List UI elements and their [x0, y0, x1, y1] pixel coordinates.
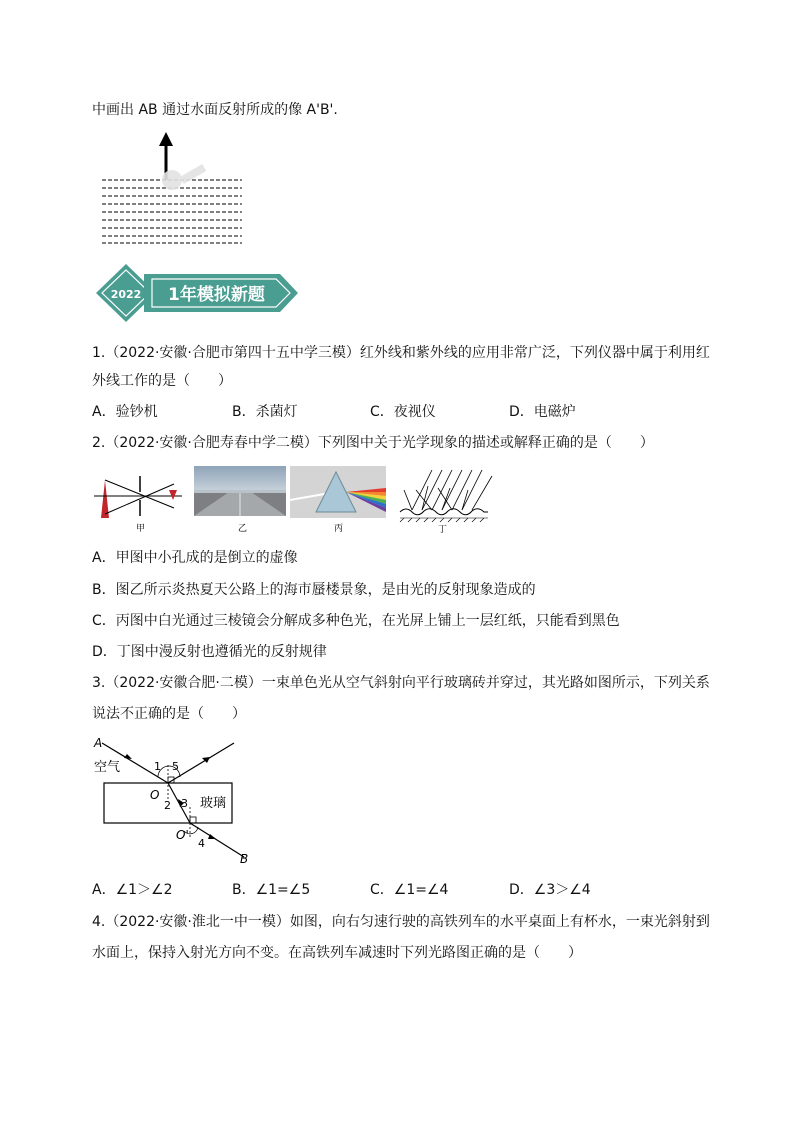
- q1-option-d[interactable]: D．电磁炉: [509, 404, 576, 420]
- q1-line-2: 外线工作的是（ ）: [92, 373, 232, 389]
- section-banner: [94, 262, 300, 324]
- label-angle-3: 3: [181, 797, 188, 810]
- label-angle-1: 1: [154, 760, 161, 773]
- q2-figure-yi: [194, 466, 286, 536]
- figure-label-jia: 甲: [136, 524, 146, 534]
- q1-option-c[interactable]: C．夜视仪: [370, 404, 436, 420]
- figure-label-bing: 丙: [334, 524, 344, 534]
- q2-line-1: 2.（2022·安徽·合肥寿春中学二模）下列图中关于光学现象的描述或解释正确的是（ ）: [92, 435, 654, 451]
- q3-line-2: 说法不正确的是（ ）: [92, 706, 246, 722]
- water-arrow-figure: [100, 130, 250, 248]
- figure-label-ding: 丁: [438, 525, 448, 535]
- label-b: B: [240, 852, 249, 866]
- q3-line-1: 3.（2022·安徽合肥·二模）一束单色光从空气斜射向平行玻璃砖并穿过，其光路如图所示，下列关系: [92, 675, 710, 691]
- q2-option-c[interactable]: C．丙图中白光通过三棱镜会分解成多种色光，在光屏上铺上一层红纸，只能看到黑色: [92, 613, 620, 629]
- q2-option-d[interactable]: D．丁图中漫反射也遵循光的反射规律: [92, 644, 327, 660]
- label-angle-4: 4: [198, 837, 205, 850]
- watermark-logo: [162, 164, 206, 190]
- q2-figure-jia: [92, 466, 184, 536]
- label-angle-5: 5: [172, 760, 179, 773]
- label-o: O: [150, 788, 160, 802]
- label-air: 空气: [94, 760, 121, 775]
- q1-option-a[interactable]: A．验钞机: [92, 404, 158, 420]
- q3-option-c[interactable]: C．∠1=∠4: [370, 882, 449, 898]
- q3-option-b[interactable]: B．∠1=∠5: [232, 882, 311, 898]
- intro-text: 中画出 AB 通过水面反射所成的像 A'B'.: [92, 102, 338, 118]
- arrow-ab-head: [159, 132, 173, 146]
- label-a: A: [94, 736, 103, 750]
- q4-line-1: 4.（2022·安徽·淮北一中一模）如图，向右匀速行驶的高铁列车的水平桌面上有杯水，一束光斜射到: [92, 914, 710, 930]
- q2-figure-ding: [398, 466, 498, 536]
- q1-line-1: 1.（2022·安徽·合肥市第四十五中学三模）红外线和紫外线的应用非常广泛，下列仪器中属于利用红: [92, 345, 710, 361]
- q2-figure-bing: [290, 466, 386, 536]
- label-angle-2: 2: [164, 799, 171, 812]
- q2-option-b[interactable]: B．图乙所示炎热夏天公路上的海市蜃楼景象，是由光的反射现象造成的: [92, 582, 536, 598]
- label-glass: 玻璃: [200, 796, 227, 811]
- banner-title: 1年模拟新题: [168, 285, 265, 305]
- banner-year: 2022: [110, 288, 142, 301]
- figure-label-yi: 乙: [238, 524, 248, 534]
- q3-option-d[interactable]: D．∠3＞∠4: [509, 882, 591, 898]
- q2-option-a[interactable]: A．甲图中小孔成的是倒立的虚像: [92, 550, 298, 566]
- q4-line-2: 水面上，保持入射光方向不变。在高铁列车减速时下列光路图正确的是（ ）: [92, 945, 582, 961]
- q3-glass-figure: [92, 735, 262, 867]
- label-o-prime: O': [176, 828, 189, 842]
- q3-option-a[interactable]: A．∠1＞∠2: [92, 882, 173, 898]
- q1-option-b[interactable]: B．杀菌灯: [232, 404, 298, 420]
